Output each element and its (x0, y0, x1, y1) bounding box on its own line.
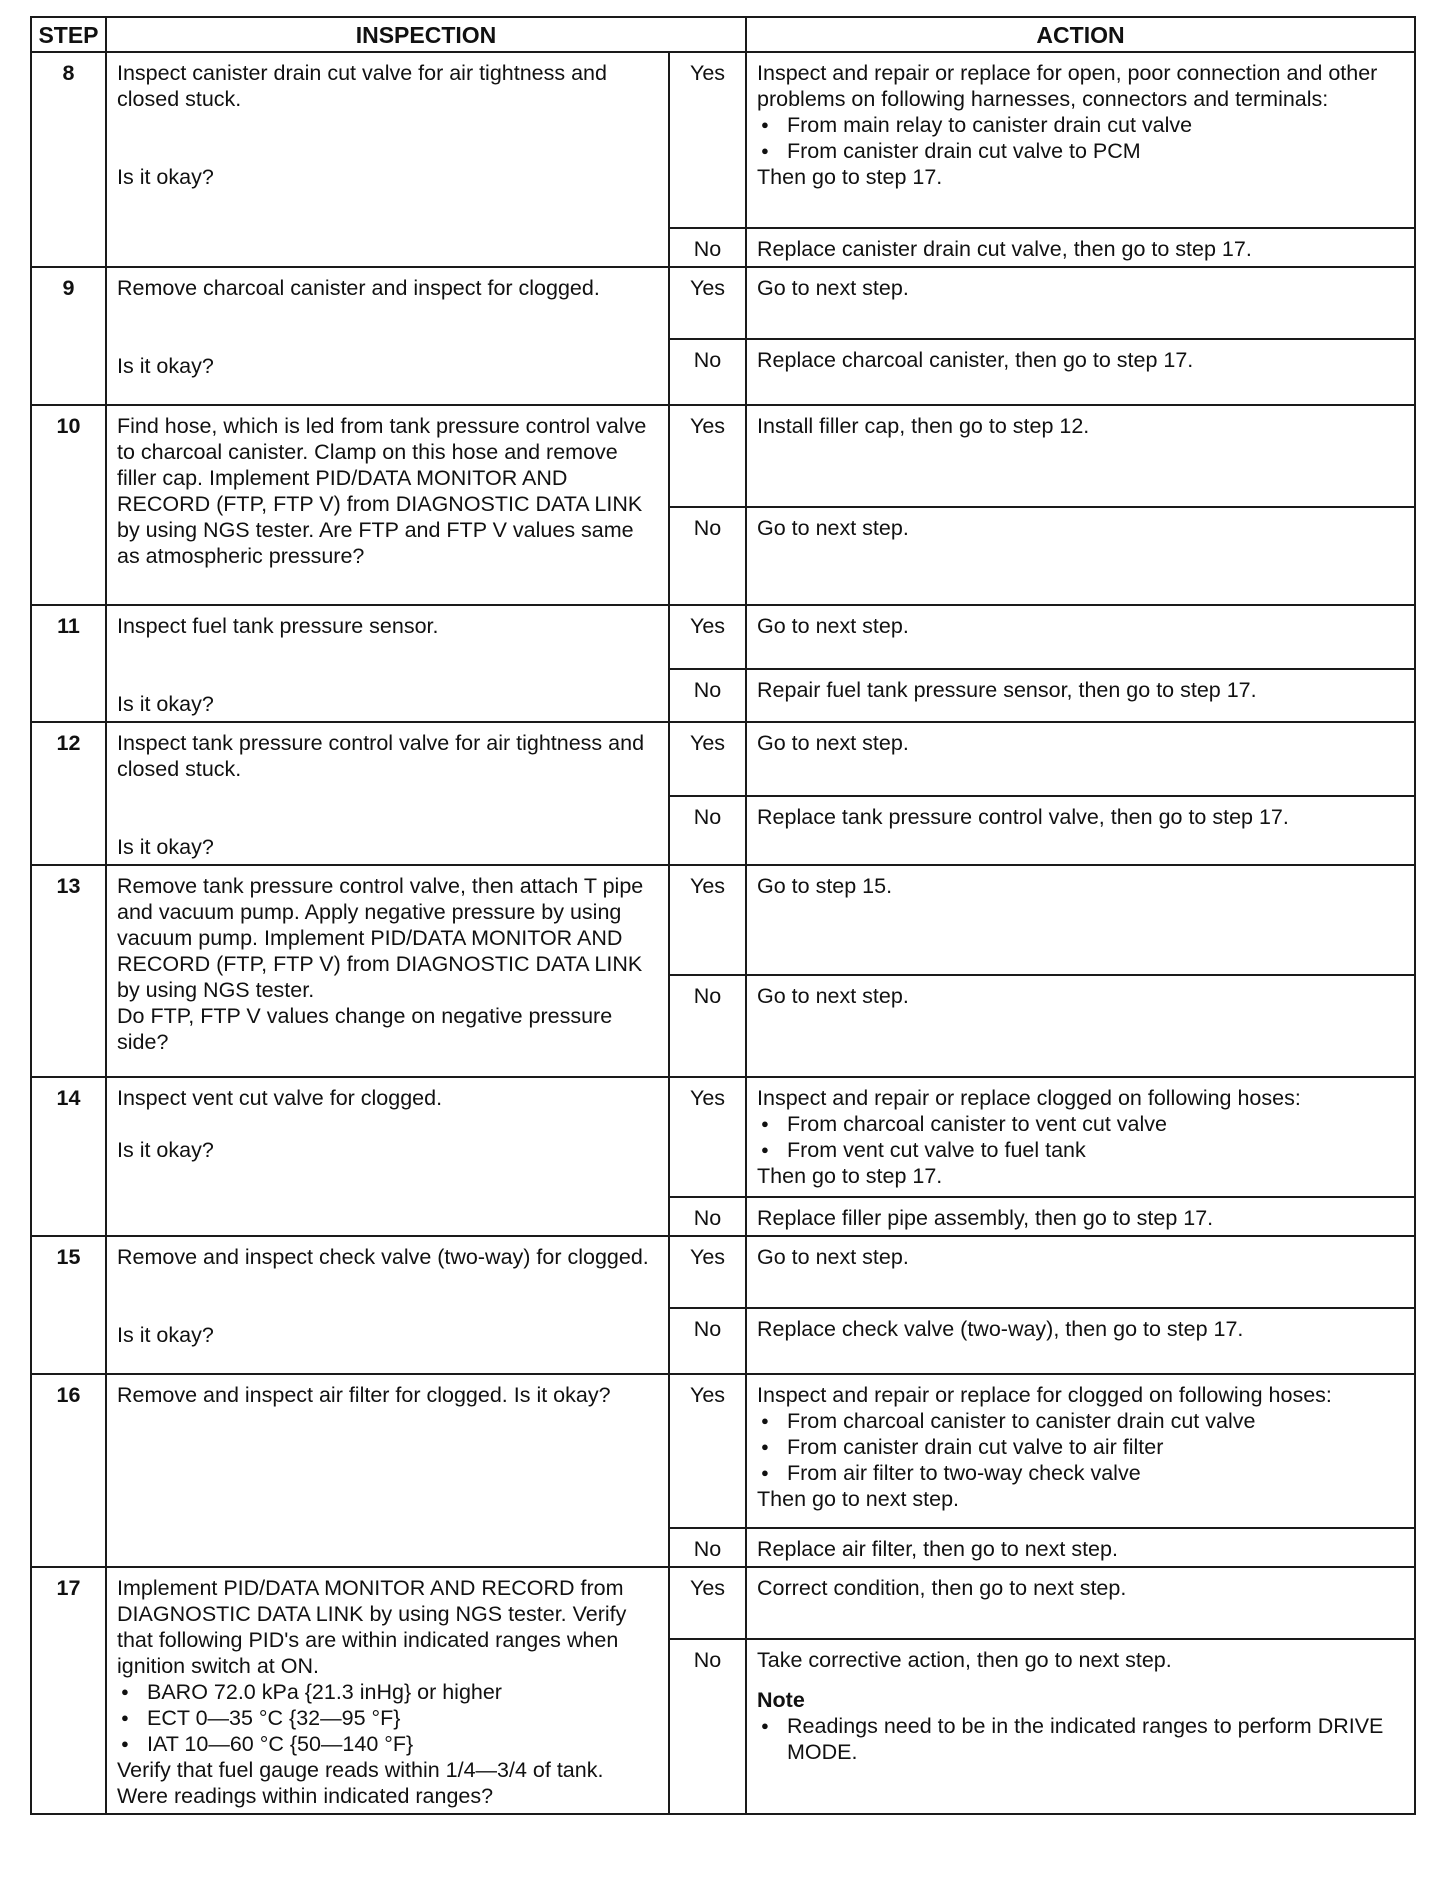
inspection-cell (106, 267, 669, 405)
yes-action (746, 52, 1415, 228)
bullet-item: ● From canister drain cut valve to air filter (757, 1434, 1404, 1460)
action-text: Then go to step 17. (757, 165, 943, 189)
inspection-cell (106, 1077, 669, 1236)
no-label: No (669, 1308, 746, 1374)
no-label: No (669, 507, 746, 605)
step-number: 12 (31, 722, 106, 865)
table-row (31, 1374, 1415, 1528)
header-action: ACTION (746, 17, 1415, 52)
inspection-cell (106, 1236, 669, 1374)
yes-action: Go to next step. (746, 722, 1415, 796)
yes-label: Yes (669, 605, 746, 669)
table-row (31, 1077, 1415, 1197)
step-number: 8 (31, 52, 106, 267)
table-row (31, 1567, 1415, 1639)
bullet-item: ● From charcoal canister to canister drain cut valve (757, 1408, 1404, 1434)
bullet-item: ● BARO 72.0 kPa {21.3 inHg} or higher (117, 1679, 658, 1705)
header-inspection: INSPECTION (106, 17, 746, 52)
yes-action (746, 1374, 1415, 1528)
inspection-cell (106, 722, 669, 865)
inspection-text: Remove and inspect check valve (two-way) for clogged. (117, 1245, 649, 1269)
no-action: Replace air filter, then go to next step. (746, 1528, 1415, 1567)
inspection-question: Is it okay? (117, 1138, 214, 1162)
step-number: 17 (31, 1567, 106, 1814)
no-label: No (669, 339, 746, 405)
inspection-question: Is it okay? (117, 835, 214, 859)
yes-action: Go to next step. (746, 267, 1415, 339)
no-action (746, 1639, 1415, 1814)
yes-label: Yes (669, 405, 746, 507)
inspection-text: Inspect canister drain cut valve for air tightness and closed stuck. (117, 61, 607, 111)
no-action: Go to next step. (746, 507, 1415, 605)
action-text: Then go to next step. (757, 1487, 960, 1511)
no-label: No (669, 1197, 746, 1236)
inspection-text: Remove tank pressure control valve, then attach T pipe and vacuum pump. Apply negative pressure by using vacuum pump. Implement PID/DATA MONITOR AND RECORD (FTP, FTP V) from DIAGNOSTIC DATA LINK by using NGS tester. (117, 874, 644, 1002)
bullet-item: ● ECT 0—35 °C {32—95 °F} (117, 1705, 658, 1731)
action-text: Inspect and repair or replace for open, poor connection and other problems on following harnesses, connectors and terminals: (757, 61, 1378, 111)
action-text: Take corrective action, then go to next step. (757, 1648, 1172, 1672)
table-row (31, 405, 1415, 507)
bullet-item: ● From canister drain cut valve to PCM (757, 138, 1404, 164)
inspection-text: Inspect fuel tank pressure sensor. (117, 614, 439, 638)
no-label: No (669, 669, 746, 722)
yes-label: Yes (669, 1374, 746, 1528)
yes-label: Yes (669, 52, 746, 228)
inspection-text: Inspect vent cut valve for clogged. (117, 1086, 443, 1110)
inspection-question: Is it okay? (117, 354, 214, 378)
yes-action: Go to step 15. (746, 865, 1415, 975)
no-action: Replace tank pressure control valve, then go to step 17. (746, 796, 1415, 865)
inspection-text: Find hose, which is led from tank pressure control valve to charcoal canister. Clamp on this hose and remove filler cap. Implement PID/DATA MONITOR AND RECORD (FTP, FTP V) from DIAGNOSTIC DATA LINK by using NGS tester. Are FTP and FTP V values same as atmospheric pressure? (117, 414, 647, 568)
inspection-cell (106, 865, 669, 1077)
yes-action: Correct condition, then go to next step. (746, 1567, 1415, 1639)
step-number: 10 (31, 405, 106, 605)
inspection-text: Inspect tank pressure control valve for air tightness and closed stuck. (117, 731, 645, 781)
table-row (31, 52, 1415, 228)
inspection-question: Were readings within indicated ranges? (117, 1784, 494, 1808)
yes-action: Install filler cap, then go to step 12. (746, 405, 1415, 507)
procedure-document (30, 16, 1414, 1815)
bullet-item: ● From air filter to two-way check valve (757, 1460, 1404, 1486)
inspection-question: Is it okay? (117, 692, 214, 716)
yes-label: Yes (669, 1567, 746, 1639)
table-row (31, 267, 1415, 339)
bullet-item: ● From main relay to canister drain cut valve (757, 112, 1404, 138)
table-row (31, 1236, 1415, 1308)
bullet-item: ● IAT 10—60 °C {50—140 °F} (117, 1731, 658, 1757)
step-number: 9 (31, 267, 106, 405)
no-action: Replace filler pipe assembly, then go to step 17. (746, 1197, 1415, 1236)
inspection-question: Do FTP, FTP V values change on negative pressure side? (117, 1004, 613, 1054)
yes-label: Yes (669, 722, 746, 796)
step-number: 14 (31, 1077, 106, 1236)
inspection-question: Is it okay? (117, 165, 214, 189)
step-number: 15 (31, 1236, 106, 1374)
yes-action (746, 1077, 1415, 1197)
inspection-cell (106, 52, 669, 267)
table-row (31, 605, 1415, 669)
yes-label: Yes (669, 267, 746, 339)
inspection-cell (106, 405, 669, 605)
note-title: Note (757, 1688, 805, 1712)
no-label: No (669, 1639, 746, 1814)
yes-label: Yes (669, 865, 746, 975)
inspection-cell (106, 1374, 669, 1567)
table-header-row (31, 17, 1415, 52)
inspection-text: Remove and inspect air filter for clogged. Is it okay? (117, 1383, 611, 1407)
no-label: No (669, 228, 746, 267)
no-action: Replace charcoal canister, then go to step 17. (746, 339, 1415, 405)
step-number: 13 (31, 865, 106, 1077)
inspection-cell (106, 605, 669, 722)
no-action: Go to next step. (746, 975, 1415, 1077)
yes-action: Go to next step. (746, 605, 1415, 669)
no-label: No (669, 975, 746, 1077)
table-row (31, 722, 1415, 796)
yes-label: Yes (669, 1077, 746, 1197)
inspection-text: Implement PID/DATA MONITOR AND RECORD from DIAGNOSTIC DATA LINK by using NGS tester. Verify that following PID's are within indicated ranges when ignition switch at ON. (117, 1576, 627, 1678)
no-action: Replace check valve (two-way), then go to step 17. (746, 1308, 1415, 1374)
no-label: No (669, 1528, 746, 1567)
inspection-text: Remove charcoal canister and inspect for clogged. (117, 276, 600, 300)
inspection-text: Verify that fuel gauge reads within 1/4—3/4 of tank. (117, 1758, 604, 1782)
action-text: Inspect and repair or replace clogged on following hoses: (757, 1086, 1301, 1110)
inspection-question: Is it okay? (117, 1323, 214, 1347)
bullet-item: ● From vent cut valve to fuel tank (757, 1137, 1404, 1163)
note-bullet: ● Readings need to be in the indicated ranges to perform DRIVE MODE. (757, 1713, 1404, 1765)
no-action: Replace canister drain cut valve, then go to step 17. (746, 228, 1415, 267)
step-number: 16 (31, 1374, 106, 1567)
header-step: STEP (31, 17, 106, 52)
inspection-table (30, 16, 1416, 1815)
action-text: Then go to step 17. (757, 1164, 943, 1188)
action-text: Inspect and repair or replace for clogged on following hoses: (757, 1383, 1332, 1407)
yes-label: Yes (669, 1236, 746, 1308)
bullet-item: ● From charcoal canister to vent cut valve (757, 1111, 1404, 1137)
no-action: Repair fuel tank pressure sensor, then go to step 17. (746, 669, 1415, 722)
no-label: No (669, 796, 746, 865)
yes-action: Go to next step. (746, 1236, 1415, 1308)
inspection-cell (106, 1567, 669, 1814)
step-number: 11 (31, 605, 106, 722)
table-row (31, 865, 1415, 975)
